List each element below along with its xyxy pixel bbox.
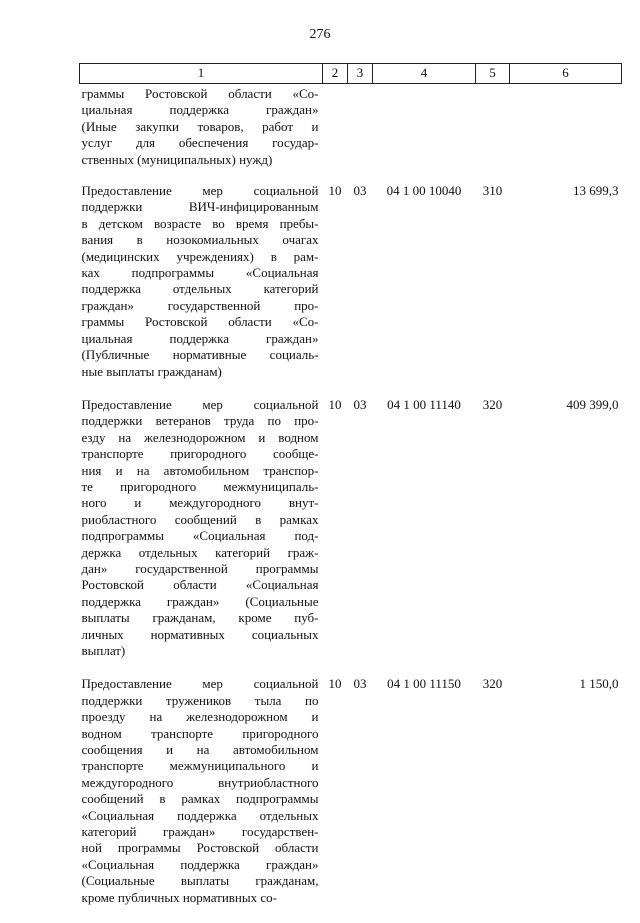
description-line: те пригородного межмуниципаль-: [82, 479, 319, 495]
description-line: Ростовской области «Социальная: [82, 577, 319, 593]
description-line: в детском возрасте во время пребы-: [82, 216, 319, 232]
description-line: поддержки ВИЧ-инфицированным: [82, 199, 319, 215]
description-line: ной программы Ростовской области: [82, 840, 319, 856]
description-line: подпрограммы «Социальная под-: [82, 528, 319, 544]
row-subsection-code: [348, 84, 373, 184]
table-row: [80, 183, 622, 397]
row-description: [80, 183, 323, 397]
description-line: циальная поддержка граждан»: [82, 331, 319, 347]
description-line: езду на железнодорожном и водном: [82, 430, 319, 446]
description-line: водном транспорте пригородного: [82, 726, 319, 742]
description-line: ственных (муниципальных) нужд): [82, 152, 319, 168]
description-line: (Иные закупки товаров, работ и: [82, 119, 319, 135]
column-header-5: 5: [476, 64, 510, 84]
header-row: [80, 64, 622, 84]
row-description: [80, 84, 323, 184]
table-header: [80, 64, 622, 84]
budget-table: [79, 63, 622, 923]
row-target-item-code: 04 1 00 11140: [373, 397, 476, 677]
row-amount: 13 699,3: [510, 183, 622, 397]
row-subsection-code: 03: [348, 183, 373, 397]
description-line: дан» государственной программы: [82, 561, 319, 577]
column-header-4: 4: [373, 64, 476, 84]
description-line: (Социальные выплаты гражданам,: [82, 873, 319, 889]
column-header-6: 6: [510, 64, 622, 84]
description-line: проезду на железнодорожном и: [82, 709, 319, 725]
table-row: [80, 676, 622, 923]
description-line: поддержки ветеранов труда по про-: [82, 413, 319, 429]
description-line: Предоставление мер социальной: [82, 183, 319, 199]
description-line: выплаты гражданам, кроме пуб-: [82, 610, 319, 626]
description-line: сообщений в рамках подпрограммы: [82, 791, 319, 807]
description-line: циальная поддержка граждан»: [82, 102, 319, 118]
description-line: риобластного сообщений в рамках: [82, 512, 319, 528]
column-header-1: 1: [80, 64, 323, 84]
description-line: граммы Ростовской области «Со-: [82, 86, 319, 102]
description-line: граждан» государственной про-: [82, 298, 319, 314]
page-number: 276: [0, 27, 640, 43]
description-line: Предоставление мер социальной: [82, 676, 319, 692]
description-line: поддержки тружеников тыла по: [82, 693, 319, 709]
row-amount: 409 399,0: [510, 397, 622, 677]
description-line: междугородного внутриобластного: [82, 775, 319, 791]
row-subsection-code: 03: [348, 397, 373, 677]
description-line: транспорте межмуниципального и: [82, 758, 319, 774]
row-amount: [510, 84, 622, 184]
table-body: [80, 84, 622, 923]
row-description: [80, 397, 323, 677]
row-target-item-code: 04 1 00 11150: [373, 676, 476, 923]
description-line: услуг для обеспечения государ-: [82, 135, 319, 151]
description-line: ках подпрограммы «Социальная: [82, 265, 319, 281]
description-line: поддержка отдельных категорий: [82, 281, 319, 297]
description-line: поддержка граждан» (Социальные: [82, 594, 319, 610]
description-line: выплат): [82, 643, 319, 659]
description-line: ния и на автомобильном транспор-: [82, 463, 319, 479]
description-line: (Публичные нормативные социаль-: [82, 347, 319, 363]
column-header-2: 2: [323, 64, 348, 84]
row-section-code: 10: [323, 397, 348, 677]
row-section-code: 10: [323, 183, 348, 397]
description-line: держка отдельных категорий граж-: [82, 545, 319, 561]
description-line: «Социальная поддержка отдельных: [82, 808, 319, 824]
row-expense-type-code: 320: [476, 676, 510, 923]
description-line: «Социальная поддержка граждан»: [82, 857, 319, 873]
description-line: ного и междугородного внут-: [82, 495, 319, 511]
description-line: ные выплаты гражданам): [82, 364, 319, 380]
row-subsection-code: 03: [348, 676, 373, 923]
description-line: личных нормативных социальных: [82, 627, 319, 643]
description-line: Предоставление мер социальной: [82, 397, 319, 413]
row-target-item-code: [373, 84, 476, 184]
row-description: [80, 676, 323, 923]
description-line: сообщения и на автомобильном: [82, 742, 319, 758]
description-line: кроме публичных нормативных со-: [82, 890, 319, 906]
row-section-code: [323, 84, 348, 184]
table-row: [80, 397, 622, 677]
description-line: граммы Ростовской области «Со-: [82, 314, 319, 330]
row-target-item-code: 04 1 00 10040: [373, 183, 476, 397]
row-expense-type-code: [476, 84, 510, 184]
description-line: вания в нозокомиальных очагах: [82, 232, 319, 248]
column-header-3: 3: [348, 64, 373, 84]
description-line: (медицинских учреждениях) в рам-: [82, 249, 319, 265]
description-line: категорий граждан» государствен-: [82, 824, 319, 840]
table-row: [80, 84, 622, 184]
description-line: транспорте пригородного сообще-: [82, 446, 319, 462]
row-expense-type-code: 310: [476, 183, 510, 397]
row-amount: 1 150,0: [510, 676, 622, 923]
row-expense-type-code: 320: [476, 397, 510, 677]
row-section-code: 10: [323, 676, 348, 923]
